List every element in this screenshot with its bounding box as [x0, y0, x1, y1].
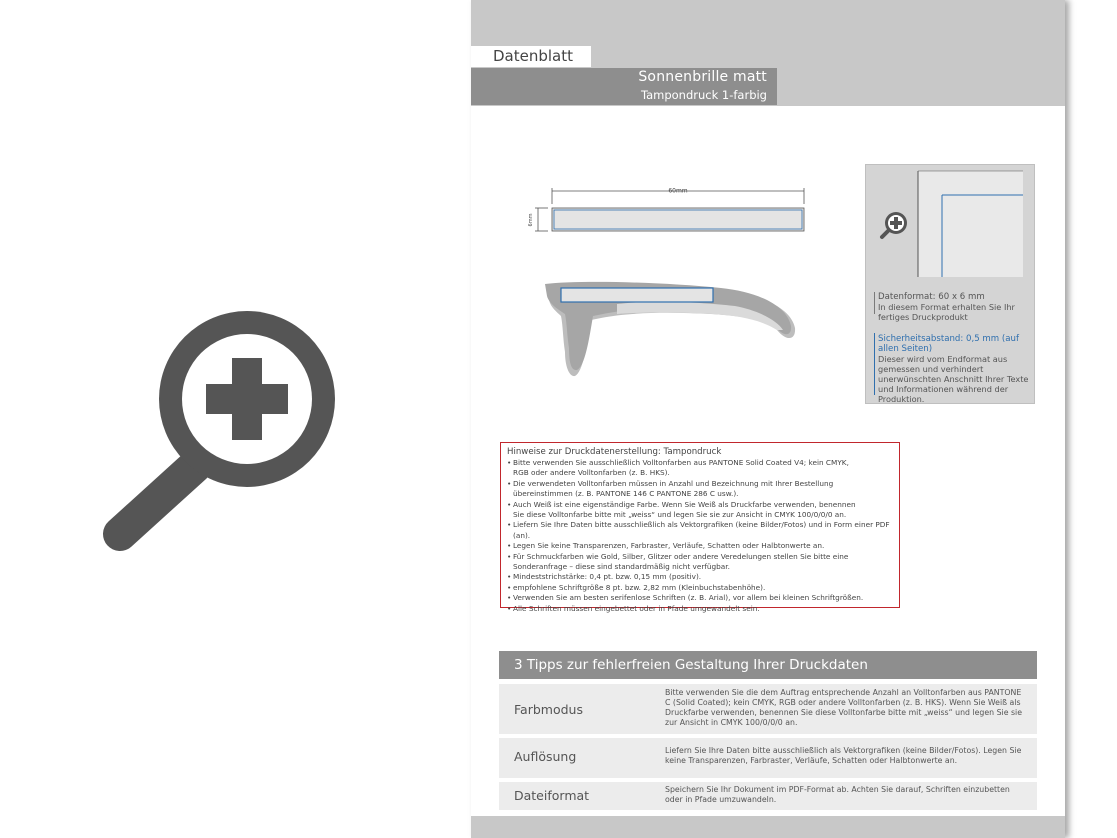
- datasheet-tag: Datenblatt: [471, 46, 591, 67]
- tips-heading: 3 Tipps zur fehlerfreien Gestaltung Ihrer Druckdaten: [499, 651, 1037, 679]
- tip-row-color-mode: [499, 684, 1037, 734]
- footer-band: [471, 816, 1065, 838]
- print-field-outer: [552, 208, 804, 231]
- data-format-title: Datenformat: 60 x 6 mm: [878, 292, 985, 302]
- format-preview: [866, 165, 1034, 283]
- print-data-hints-box: [500, 442, 900, 613]
- tip-text: Bitte verwenden Sie die dem Auftrag entsprechende Anzahl an Volltonfarben aus PANTONE C (Solid Coated); kein CMYK, RGB oder andere Volltonfarben (z. B. HKS). Wenn Sie Weiß als Druckfarbe verwenden, benennen Sie diese Volltonfarbe bitte mit „weiss“ und legen Sie sie zur Ansicht in CMYK 100/0/0/0 an.: [665, 688, 1022, 727]
- hints-list: [507, 458, 893, 614]
- height-label: 6mm: [528, 213, 534, 227]
- datasheet-page: [471, 0, 1065, 838]
- tip-row-resolution: [499, 738, 1037, 778]
- hint-item: • Verwenden Sie am besten serifenlose Schriften (z. B. Arial), vor allem bei kleinen Schriftgrößen.: [507, 593, 893, 603]
- tip-label: Farbmodus: [514, 702, 583, 717]
- hint-item: • Bitte verwenden Sie ausschließlich Volltonfarben aus PANTONE Solid Coated V4; kein CMYK, RGB oder andere Volltonfarben (z. B. HKS).: [507, 458, 893, 479]
- product-subtitle: Tampondruck 1-farbig: [640, 88, 767, 102]
- safety-marker-line: [874, 333, 875, 395]
- hint-item: • Die verwendeten Volltonfarben müssen in Anzahl und Bezeichnung mit Ihrer Bestellung übereinstimmen (z. B. PANTONE 146 C PANTONE 286 C usw.).: [507, 479, 893, 500]
- hint-item: • Für Schmuckfarben wie Gold, Silber, Glitzer oder andere Veredelungen stellen Sie bitte eine Sonderanfrage – diese sind standardmäßig nicht verfügbar.: [507, 552, 893, 573]
- tip-row-file-format: [499, 782, 1037, 810]
- hint-item: • empfohlene Schriftgröße 8 pt. bzw. 2,82 mm (Kleinbuchstabenhöhe).: [507, 583, 893, 593]
- hint-item: • Mindeststrichstärke: 0,4 pt. bzw. 0,15 mm (positiv).: [507, 572, 893, 582]
- safety-margin-title: Sicherheitsabstand: 0,5 mm (auf allen Seiten): [878, 334, 1019, 354]
- data-format-info-panel: [865, 164, 1035, 404]
- tip-text: Speichern Sie Ihr Dokument im PDF-Format ab. Achten Sie darauf, Schriften einzubetten oder in Pfade umzuwandeln.: [665, 785, 1010, 804]
- tip-text: Liefern Sie Ihre Daten bitte ausschließlich als Vektorgrafiken (keine Bilder/Fotos). Legen Sie keine Transparenzen, Farbraster, Verläufe, Schatten oder Halbtonwerte an.: [665, 746, 1022, 765]
- print-area-drawing: [521, 180, 841, 380]
- hint-item: • Liefern Sie Ihre Daten bitte ausschließlich als Vektorgrafiken (keine Bilder/Fotos) und in Form einer PDF (an).: [507, 520, 893, 541]
- product-title-box: [471, 68, 777, 105]
- product-title: Sonnenbrille matt: [638, 69, 767, 85]
- zoom-in-icon[interactable]: [100, 306, 360, 556]
- data-format-text: [878, 292, 1030, 404]
- hint-item: • Alle Schriften müssen eingebettet oder in Pfade umgewandelt sein.: [507, 604, 893, 614]
- tip-label: Auflösung: [514, 749, 577, 764]
- hints-title: Hinweise zur Druckdatenerstellung: Tampondruck: [507, 447, 722, 457]
- hint-item: • Legen Sie keine Transparenzen, Farbraster, Verläufe, Schatten oder Halbtonwerte an.: [507, 541, 893, 551]
- width-label: 60mm: [668, 187, 688, 195]
- data-format-desc: In diesem Format erhalten Sie Ihr fertiges Druckprodukt: [878, 302, 1015, 322]
- hint-item: • Auch Weiß ist eine eigenständige Farbe. Wenn Sie Weiß als Druckfarbe verwenden, benennen Sie diese Volltonfarbe bitte mit „weiss“ und legen Sie sie zur Ansicht in CMYK 100/0/0/0 an.: [507, 500, 893, 521]
- tip-label: Dateiformat: [514, 788, 590, 803]
- format-marker-line: [874, 292, 875, 314]
- safety-margin-desc: Dieser wird vom Endformat aus gemessen und verhindert unerwünschten Anschnitt Ihrer Texte und Informationen während der Produktion.: [878, 354, 1029, 404]
- sunglasses-print-area: [561, 288, 713, 302]
